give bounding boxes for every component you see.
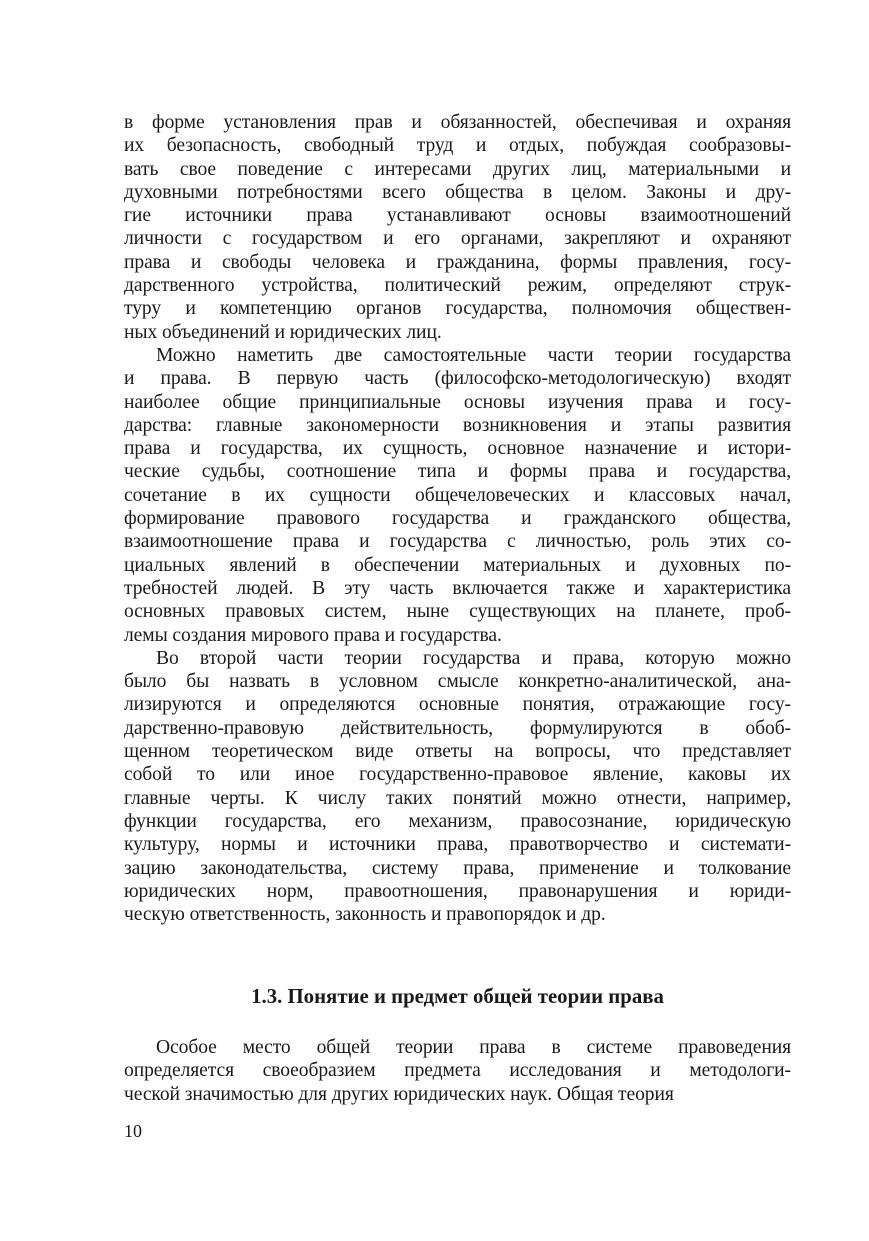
text-line: личности с государством и его органами, закрепляют и охраняют (124, 228, 791, 250)
text-line: гие источники права устанавливают основы взаимоотношений (124, 205, 791, 227)
text-line: собой то или иное государственно-правовое явление, каковы их (124, 764, 791, 786)
text-line: духовными потребностями всего общества в целом. Законы и дру- (124, 181, 791, 203)
text-line: культуру, нормы и источники права, правотворчество и системати- (124, 834, 791, 856)
text-line: Можно наметить две самостоятельные части теории государства (156, 344, 791, 366)
text-line: было бы назвать в условном смысле конкретно-аналитической, ана- (124, 671, 791, 693)
paragraph (124, 111, 791, 344)
body-text (124, 111, 791, 926)
text-line: их безопасность, свободный труд и отдых, побуждая сообразовы- (124, 135, 791, 157)
text-line: ческую ответственность, законность и правопорядок и др. (124, 904, 606, 926)
paragraph (124, 647, 791, 927)
text-line: туру и компетенцию органов государства, полномочия обществен- (124, 298, 791, 320)
text-line: функции государства, его механизм, правосознание, юридическую (124, 810, 791, 832)
text-line: определяется своеобразием предмета исследования и методологи- (124, 1060, 791, 1082)
text-line: вать свое поведение с интересами других лиц, материальными и (124, 158, 791, 180)
text-line: лизируются и определяются основные понятия, отражающие госу- (124, 694, 791, 716)
text-line: юридических норм, правоотношения, правонарушения и юриди- (124, 880, 791, 902)
text-line: требностей людей. В эту часть включается также и характеристика (124, 577, 791, 599)
text-line: права и государства, их сущность, основное назначение и истори- (124, 438, 791, 460)
text-line: дарственно-правовую действительность, формулируются в обоб- (124, 717, 791, 739)
text-line: взаимоотношение права и государства с личностью, роль этих со- (124, 531, 791, 553)
text-line: формирование правового государства и гражданского общества, (124, 508, 791, 530)
text-line: наиболее общие принципиальные основы изучения права и госу- (124, 391, 791, 413)
text-line: основных правовых систем, ныне существующих на планете, проб- (124, 601, 791, 623)
text-line: и права. В первую часть (философско-методологическую) входят (124, 368, 791, 390)
text-line: ческой значимостью для других юридических наук. Общая теория (124, 1083, 674, 1105)
text-line: Особое место общей теории права в системе правоведения (156, 1037, 791, 1058)
text-line: дарственного устройства, политический режим, определяют струк- (124, 275, 791, 297)
text-line: в форме установления прав и обязанностей, обеспечивая и охраняя (124, 112, 791, 133)
text-line: зацию законодательства, систему права, применение и толкование (124, 857, 791, 879)
paragraph (124, 344, 791, 647)
page-number: 10 (124, 1121, 142, 1141)
text-line: ных объединений и юридических лиц. (124, 321, 442, 343)
section-heading: 1.3. Понятие и предмет общей теории права (251, 985, 664, 1008)
paragraph (124, 1036, 791, 1106)
text-line: щенном теоретическом виде ответы на вопросы, что представляет (124, 741, 791, 763)
text-line: права и свободы человека и гражданина, формы правления, госу- (124, 251, 791, 273)
section-body-text (124, 1036, 791, 1106)
text-line: дарства: главные закономерности возникновения и этапы развития (124, 414, 791, 436)
text-line: лемы создания мирового права и государства. (124, 624, 502, 646)
text-line: главные черты. К числу таких понятий можно отнести, например, (124, 787, 791, 809)
text-line: сочетание в их сущности общечеловеческих и классовых начал, (124, 484, 791, 506)
text-line: ческие судьбы, соотношение типа и формы права и государства, (124, 461, 791, 483)
text-line: циальных явлений в обеспечении материальных и духовных по- (124, 554, 791, 576)
text-line: Во второй части теории государства и права, которую можно (156, 647, 791, 669)
